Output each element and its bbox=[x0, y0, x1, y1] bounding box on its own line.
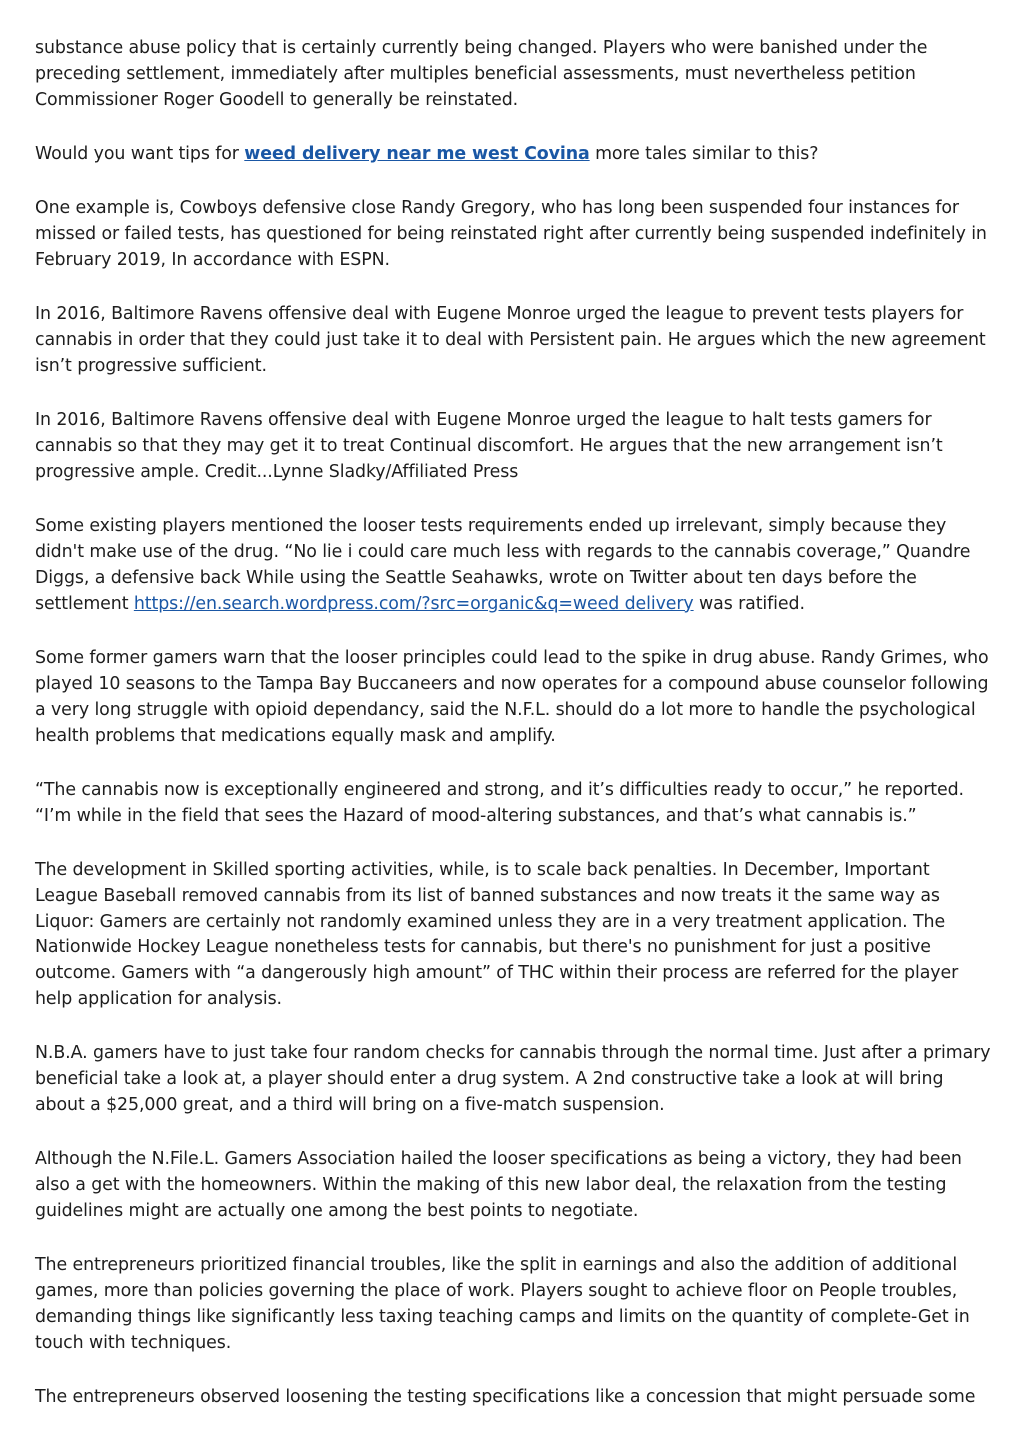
paragraph bbox=[35, 142, 995, 168]
paragraph-text: more tales similar to this? bbox=[589, 143, 819, 164]
paragraph-text: Would you want tips for bbox=[35, 143, 245, 164]
paragraph: The entrepreneurs observed loosening the testing specifications like a concession that might persuade some bbox=[35, 1387, 976, 1408]
paragraph-text: was ratified. bbox=[693, 593, 805, 614]
paragraph bbox=[35, 514, 995, 617]
paragraph-text: Some existing players mentioned the looser tests requirements ended up irrelevant, simply because they didn't make use of the drug. “No lie i could care much less with regards to the cannabis coverage,” Quandre Diggs, a defensive back While using the Seattle Seahawks, wrote on Twitter about ten days before the settlement bbox=[35, 516, 971, 614]
paragraph: Some former gamers warn that the looser principles could lead to the spike in drug abuse. Randy Grimes, who played 10 seasons to the Tampa Bay Buccaneers and now operates for a compound abuse counselor following a very long struggle with opioid dependancy, said the N.F.L. should do a lot more to handle the psychological health problems that medications equally mask and amplify. bbox=[35, 648, 989, 746]
paragraph: The entrepreneurs prioritized financial troubles, like the split in earnings and also the addition of additional games, more than policies governing the place of work. Players sought to achieve floor on People troubles, demanding things like significantly less taxing teaching camps and limits on the quantity of complete-Get in touch with techniques. bbox=[35, 1255, 970, 1353]
weed-delivery-link[interactable]: weed delivery near me west Covina bbox=[244, 143, 590, 164]
paragraph: substance abuse policy that is certainly currently being changed. Players who were banished under the preceding settlement, immediately after multiples beneficial assessments, must nevertheless petition Commissioner Roger Goodell to generally be reinstated. bbox=[35, 38, 928, 110]
paragraph: In 2016, Baltimore Ravens offensive deal with Eugene Monroe urged the league to halt tests gamers for cannabis so that they may get it to treat Continual discomfort. He argues that the new arrangement isn’t progressive ample. Credit...Lynne Sladky/Affiliated Press bbox=[35, 410, 943, 482]
paragraph: The development in Skilled sporting activities, while, is to scale back penalties. In December, Important League Baseball removed cannabis from its list of banned substances and now treats it the same way as Liquor: Gamers are certainly not randomly examined unless they are in a very treatment application. The Nationwide Hockey League nonetheless tests for cannabis, but there's no punishment for just a positive outcome. Gamers with “a dangerously high amount” of THC within their process are referred for the player help application for analysis. bbox=[35, 860, 959, 1010]
document-body bbox=[35, 36, 995, 1440]
paragraph: Although the N.File.L. Gamers Association hailed the looser specifications as being a victory, they had been also a get with the homeowners. Within the making of this new labor deal, the relaxation from the testing guidelines might are actually one among the best points to negotiate. bbox=[35, 1149, 962, 1222]
paragraph: In 2016, Baltimore Ravens offensive deal with Eugene Monroe urged the league to prevent tests players for cannabis in order that they could just take it to deal with Persistent pain. He argues which the new agreement isn’t progressive sufficient. bbox=[35, 304, 986, 376]
wordpress-search-link[interactable]: https://en.search.wordpress.com/?src=organic&q=weed delivery bbox=[133, 593, 694, 614]
paragraph: “The cannabis now is exceptionally engineered and strong, and it’s difficulties ready to occur,” he reported. “I’m while in the field that sees the Hazard of mood-altering substances, and that’s what cannabis is.” bbox=[35, 779, 964, 826]
paragraph: One example is, Cowboys defensive close Randy Gregory, who has long been suspended four instances for missed or failed tests, has questioned for being reinstated right after currently being suspended indefinitely in February 2019, In accordance with ESPN. bbox=[35, 198, 987, 270]
paragraph: N.B.A. gamers have to just take four random checks for cannabis through the normal time. Just after a primary beneficial take a look at, a player should enter a drug system. A 2nd constructive take a look at will bring about a $25,000 great, and a third will bring on a five-match suspension. bbox=[35, 1043, 991, 1116]
